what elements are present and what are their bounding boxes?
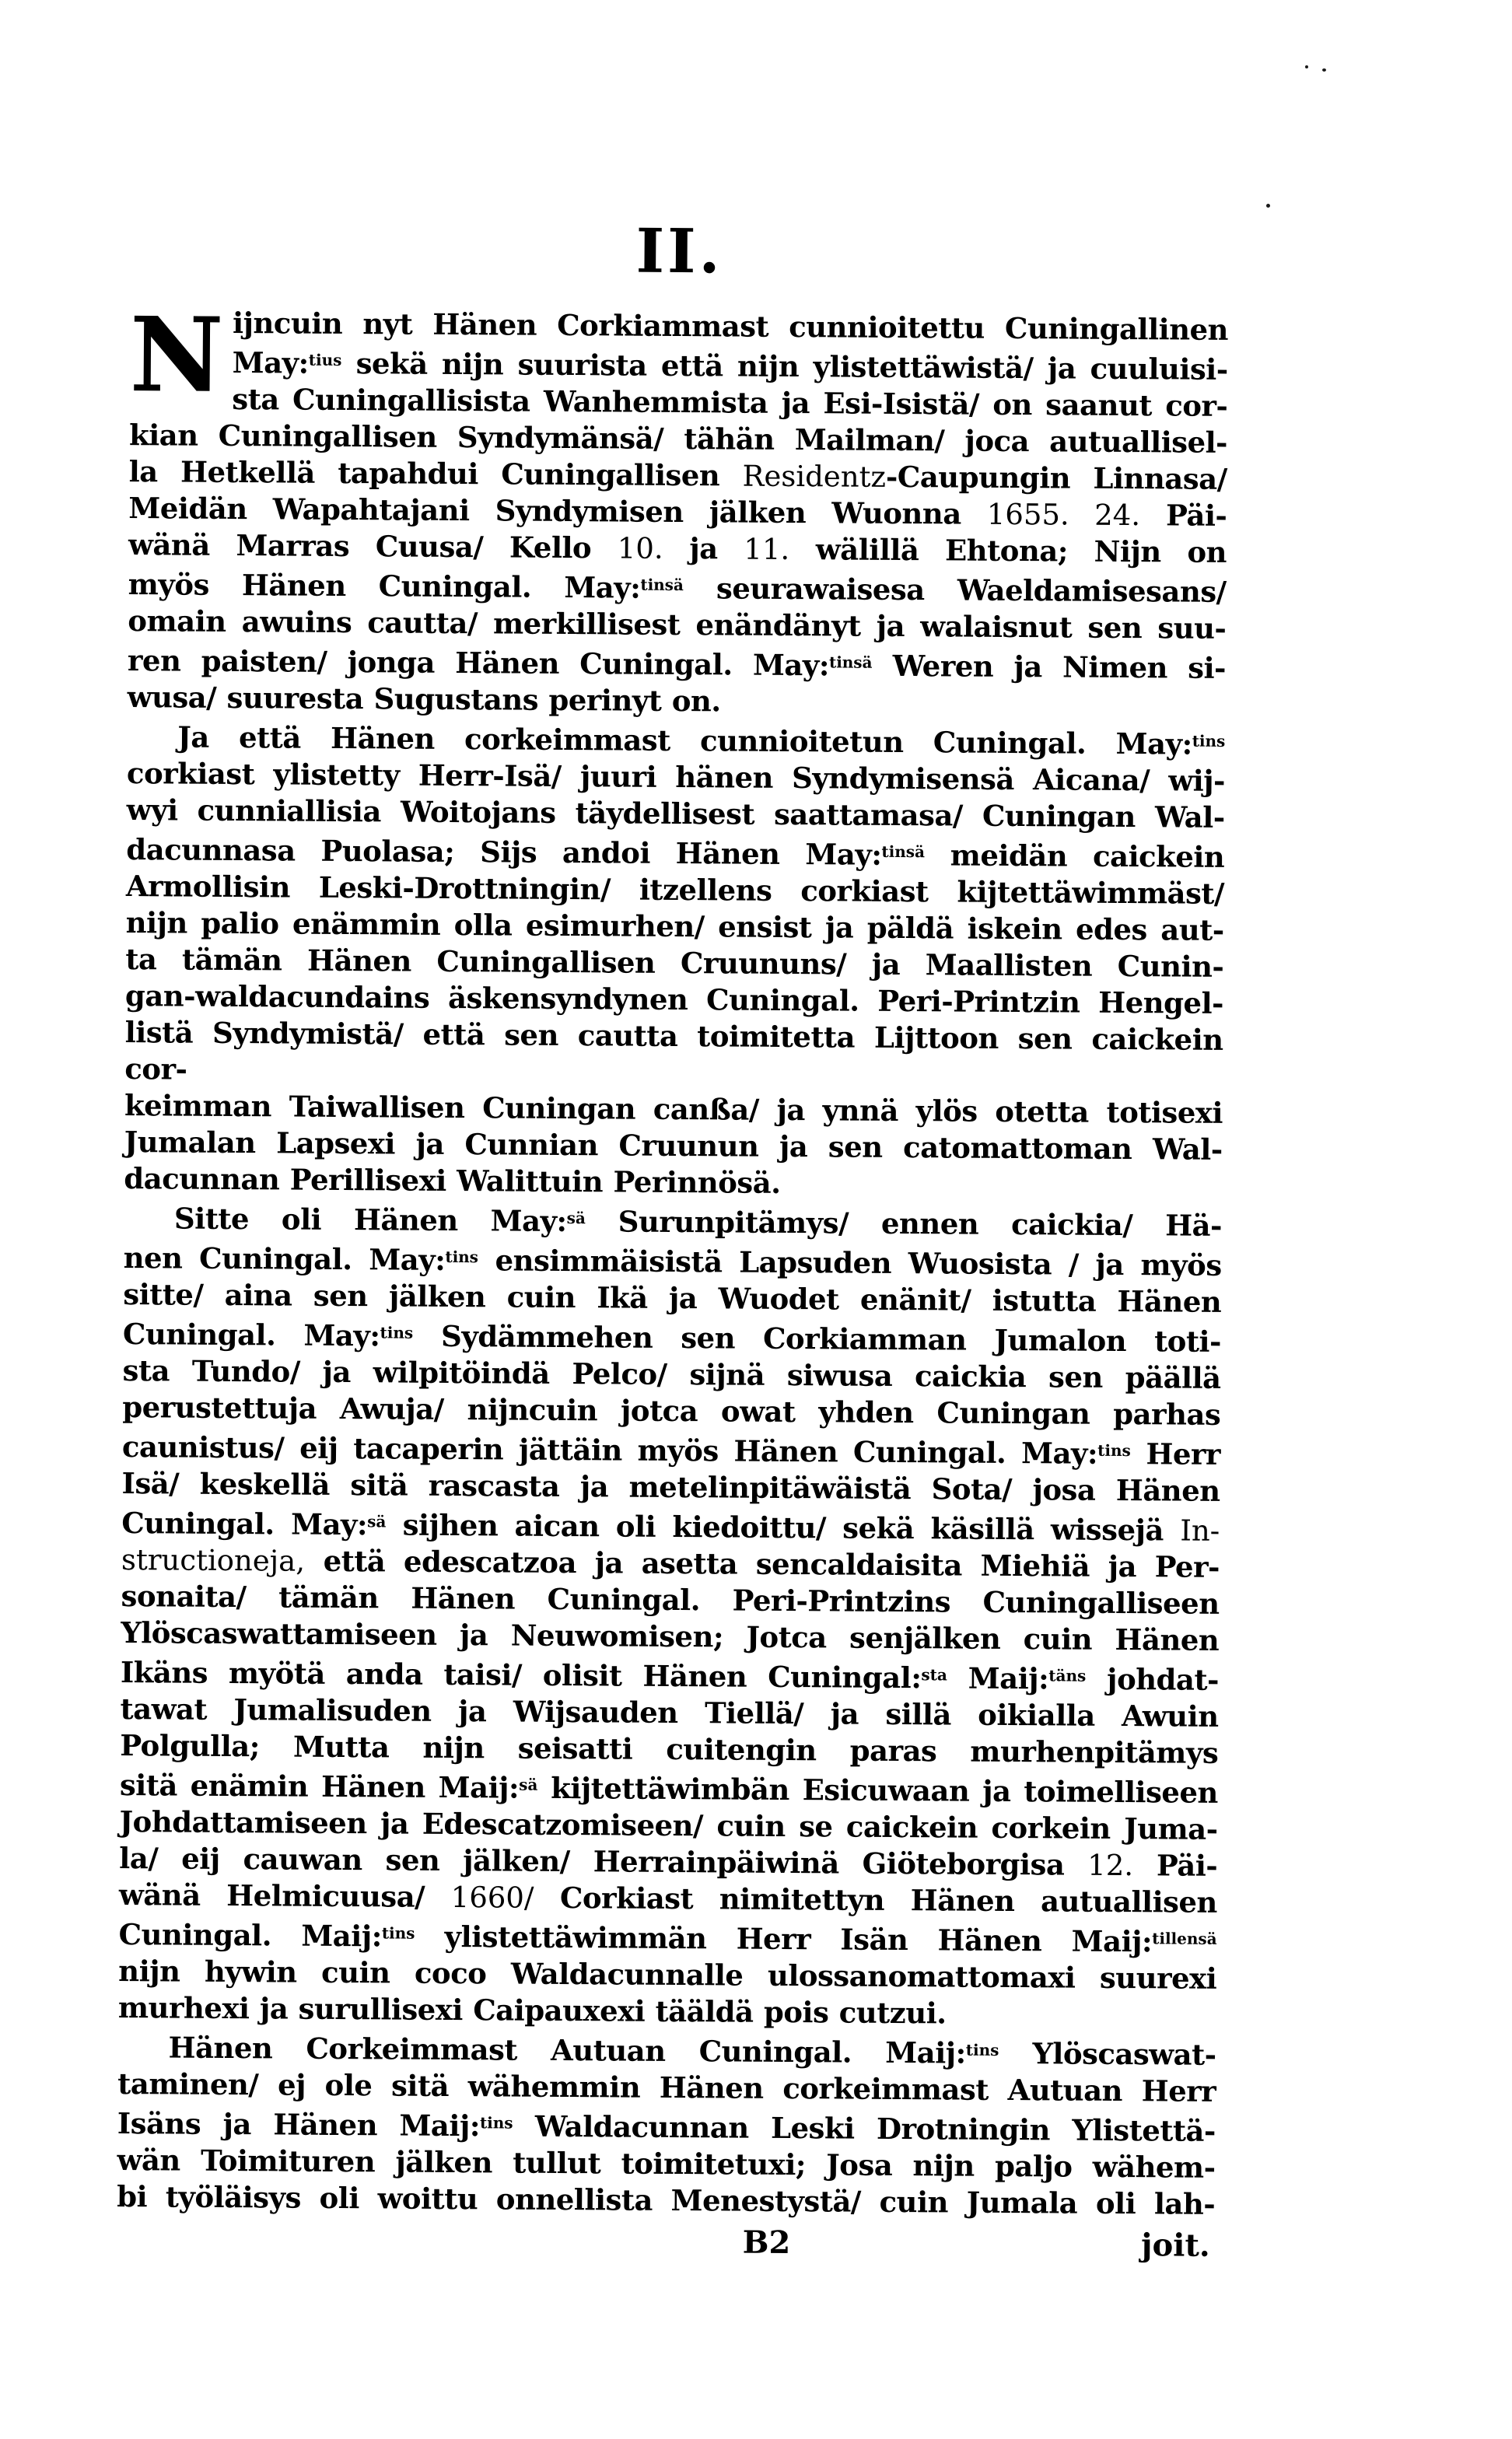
antiqua-text: 10. [617, 531, 663, 565]
paragraph [118, 1197, 1222, 2034]
text-line: Cuningal. May:$^{sä}$ sijhen aican oli kiedoittu/ sekä käsillä wissejä In- [121, 1506, 1220, 1548]
text-line: la Hetkellä tapahdui Cuningallisen Residentz-Caupungin Linnasa/ [128, 454, 1227, 496]
text-line: wyi cunniallisia Woitojans täydellisest saattamasa/ Cuningan Wal- [126, 793, 1225, 835]
text-line: Cuningal. May:$^{tins}$ Sydämmehen sen Corkiamman Jumalon toti- [122, 1317, 1222, 1359]
text-line: omain awuins cautta/ merkillisest enändänyt ja walaisnut sen suu- [128, 604, 1227, 646]
text-line: ijncuin nyt Hänen Corkiammast cunnioitettu Cuningallinen [232, 305, 1229, 347]
text-line: structioneja, että edescatzoa ja asetta sencaldaisita Miehiä ja Per- [121, 1543, 1220, 1584]
text-line: wänä Helmicuusa/ 1660/ Corkiast nimitettyn Hänen autuallisen [118, 1877, 1218, 1919]
text-line: Polgulla; Mutta nijn seisatti cuitengin paras murhenpitämys [120, 1728, 1219, 1770]
text-line: corkiast ylistetty Herr-Isä/ juuri hänen Syndymisensä Aicana/ wij- [126, 756, 1226, 798]
text-line: Ikäns myötä anda taisi/ olisit Hänen Cuningal:$^{sta}$ Maij:$^{täns}$ johdat- [120, 1655, 1220, 1697]
text-line: sitä enämin Hänen Maij:$^{sä}$ kijtettäwimbän Esicuwaan ja toimelliseen [119, 1768, 1219, 1810]
text-line: gan-waldacundains äskensyndynen Cuningal. Peri-Printzin Hengel- [124, 978, 1224, 1020]
superscript-abbreviation: tins [1097, 1440, 1131, 1461]
text-line: sta Tundo/ ja wilpitöindä Pelco/ sijnä siwusa caickia sen päällä [122, 1353, 1221, 1395]
signature-mark: B2 [742, 2224, 791, 2262]
text-line: Jumalan Lapsexi ja Cunnian Cruunun ja sen catomattoman Wal- [124, 1125, 1223, 1167]
ink-speck [1305, 65, 1308, 68]
superscript-abbreviation: täns [1048, 1666, 1087, 1685]
text-line: wän Toimituren jälken tullut toimitetuxi; Josa nijn paljo wähem- [117, 2143, 1216, 2185]
text-line: murhexi ja surullisexi Caipauxexi tääldä pois cutzui. [117, 1990, 947, 2031]
catchword: joit. [1140, 2227, 1210, 2264]
text-line: dacunnasa Puolasa; Sijs andoi Hänen May:$^{tinsä}$ meidän caickein [126, 832, 1225, 874]
superscript-abbreviation: tins [381, 1923, 415, 1943]
paragraph [124, 716, 1225, 1205]
antiqua-text: structioneja, [121, 1543, 306, 1578]
antiqua-text: Residentz [742, 459, 887, 494]
text-line: Isäns ja Hänen Maij:$^{tins}$ Waldacunnan Leski Drotningin Ylistettä- [117, 2106, 1216, 2148]
superscript-abbreviation: sä [519, 1775, 538, 1794]
superscript-abbreviation: sä [566, 1209, 586, 1228]
text-line: Ylöscaswattamiseen ja Neuwomisen; Jotca senjälken cuin Hänen [121, 1615, 1220, 1657]
superscript-abbreviation: tins [479, 2113, 513, 2133]
antiqua-text: In- [1180, 1513, 1220, 1548]
text-column [117, 215, 1229, 2280]
superscript-abbreviation: tins [965, 2040, 999, 2059]
paragraph [127, 295, 1229, 723]
page-footer [117, 2218, 1215, 2280]
text-line: taminen/ ej ole sitä wähemmin Hänen corkeimmast Autuan Herr [117, 2066, 1216, 2108]
superscript-abbreviation: tins [445, 1247, 479, 1267]
text-line: bi työläisys oli woittu onnellista Menestystä/ cuin Jumala oli lah- [117, 2179, 1216, 2221]
text-line: Sitte oli Hänen May:$^{sä}$ Surunpitämys/ ennen caickia/ Hä- [173, 1201, 1223, 1243]
superscript-abbreviation: tillensä [1152, 1929, 1217, 1948]
text-line: Johdattamiseen ja Edescatzomiseen/ cuin se caickein corkein Juma- [119, 1804, 1218, 1846]
text-line: listä Syndymistä/ että sen cautta toimitetta Lijttoon sen caickein cor- [124, 1015, 1223, 1087]
text-line: nijn palio enämmin olla esimurhen/ ensist ja päldä iskein edes aut- [125, 905, 1224, 947]
superscript-abbreviation: tins [380, 1323, 414, 1342]
text-line: kian Cuningallisen Syndymänsä/ tähän Mailman/ joca autuallisel- [128, 418, 1228, 460]
text-line: ren paisten/ jonga Hänen Cuningal. May:$^{tinsä}$ Weren ja Nimen si- [127, 643, 1227, 685]
ornamental-initial: N [129, 295, 224, 416]
text-line: nen Cuningal. May:$^{tins}$ ensimmäisistä Lapsuden Wuosista / ja myös [123, 1240, 1222, 1282]
text-line: Cuningal. Maij:$^{tins}$ ylistettäwimmän Herr Isän Hänen Maij:$^{tillensä}$ [118, 1917, 1217, 1959]
page-number-heading: II. [635, 215, 724, 288]
text-line: sonaita/ tämän Hänen Cuningal. Peri-Printzins Cuningalliseen [121, 1579, 1220, 1621]
paragraph [117, 2026, 1216, 2223]
superscript-abbreviation: tins [1192, 731, 1226, 751]
text-line: Meidän Wapahtajani Syndymisen jälken Wuonna 1655. 24. Päi- [128, 491, 1227, 533]
text-line: myös Hänen Cuningal. May:$^{tinsä}$ seurawaisesa Waeldamisesans/ [128, 567, 1227, 609]
superscript-abbreviation: sä [367, 1512, 387, 1531]
text-line: caunistus/ eij tacaperin jättäin myös Hänen Cuningal. May:$^{tins}$ Herr [121, 1429, 1221, 1471]
antiqua-text: 1660/ [450, 1880, 534, 1915]
superscript-abbreviation: tius [308, 350, 342, 369]
superscript-abbreviation: tinsä [640, 575, 684, 595]
text-line: Isä/ keskellä sitä rascasta ja metelinpitäwäistä Sota/ josa Hänen [121, 1466, 1220, 1508]
text-line: dacunnan Perillisexi Walittuin Perinnösä. [124, 1161, 781, 1200]
superscript-abbreviation: tinsä [828, 653, 873, 672]
antiqua-text: 1655. 24. [986, 497, 1141, 533]
text-line: Ja että Hänen corkeimmast cunnioitetun Cuningal. May:$^{tins}$ [177, 719, 1226, 761]
antiqua-text: 11. [744, 532, 790, 566]
text-line: keimman Taiwallisen Cuningan canßa/ ja ynnä ylös otetta totisexi [124, 1088, 1223, 1130]
text-line: sitte/ aina sen jälken cuin Ikä ja Wuodet enänit/ istutta Hänen [123, 1277, 1222, 1319]
text-line: wänä Marras Cuusa/ Kello 10. ja 11. wälillä Ehtona; Nijn on [128, 527, 1227, 569]
text-line: tawat Jumalisuden ja Wijsauden Tiellä/ ja sillä oikialla Awuin [120, 1692, 1219, 1734]
superscript-abbreviation: tinsä [881, 842, 926, 862]
text-line: perustettuja Awuja/ nijncuin jotca owat yhden Cuningan parhas [122, 1390, 1221, 1432]
body-text [117, 295, 1229, 2223]
ink-speck [1266, 204, 1270, 208]
text-line: May:$^{tius}$ sekä nijn suurista että nijn ylistettäwistä/ ja cuuluisi- [232, 345, 1228, 387]
superscript-abbreviation: sta [921, 1665, 947, 1685]
text-line: ta tämän Hänen Cuningallisen Cruununs/ ja Maallisten Cunin- [125, 942, 1224, 984]
text-line: Hänen Corkeimmast Autuan Cuningal. Maij:$^{tins}$ Ylöscaswat- [168, 2030, 1216, 2072]
ink-speck [1322, 68, 1326, 72]
text-line: Armollisin Leski-Drottningin/ itzellens corkiast kijtettäwimmäst/ [125, 869, 1225, 911]
antiqua-text: 12. [1087, 1848, 1134, 1883]
text-line: la/ eij cauwan sen jälken/ Herrainpäiwinä Giöteborgisa 12. Päi- [119, 1841, 1218, 1883]
text-line: wusa/ suuresta Sugustans perinyt on. [127, 680, 721, 719]
text-line: sta Cuningallisista Wanhemmista ja Esi-Isistä/ on saanut cor- [232, 381, 1228, 423]
text-line: nijn hywin cuin coco Waldacunnalle ulossanomattomaxi suurexi [118, 1954, 1217, 1996]
